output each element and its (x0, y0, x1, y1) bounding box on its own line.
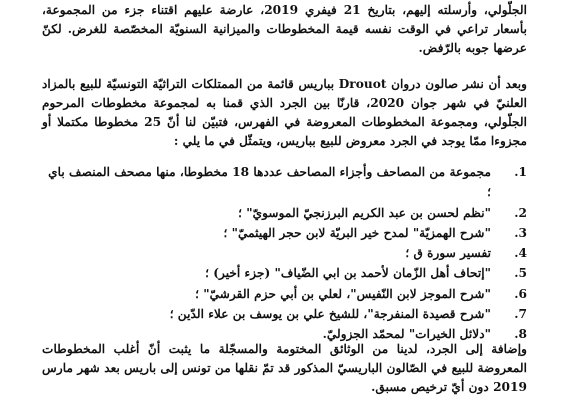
list-item (42, 162, 527, 203)
list-item-text: "إتحاف أهل الزّمان لأحمد بن ابي الضّياف" (جزء أخير) ؛ (205, 266, 491, 281)
list-item-number: 7. (514, 307, 527, 322)
manuscript-list (42, 162, 527, 345)
list-item-text: تفسير سورة ق ؛ (405, 246, 491, 261)
list-item (42, 304, 527, 324)
paragraph-1: الجلّولي، وأرسلته إليهم، بتاريخ 21 فيفري 2019، عارضة عليهم اقتناء جزء من المجموعة، بأسعار تراعي في الوقت نفسه قيمة المخطوطات والميزانية السنويّة المخصّصة للغرض. لكنّ عرضها جوبه بالرّفض. (42, 3, 527, 55)
list-item (42, 263, 527, 283)
paragraph-3: وإضافة إلى الجرد، لدينا من الوثائق المختومة والمسجّلة ما يثبت أنّ أغلب المخطوطات المعروضة للبيع في الصّالون الباريسيّ المذكور قد تمّ نقلها من تونس إلى باريس بعد شهر مارس 2019 دون أيّ ترخيص مسبق. (42, 342, 527, 394)
list-item-number: 8. (514, 327, 527, 342)
list-item (42, 243, 527, 263)
list-item-text: "شرح الموجز لابن النّفيس"، لعلي بن أبي حزم القرشيّ" ؛ (195, 286, 491, 301)
list-item (42, 284, 527, 304)
list-item-number: 4. (514, 246, 527, 261)
list-item-text: "نظم لحسن بن عبد الكريم البرزنجيّ الموسويّ" ؛ (238, 205, 491, 220)
list-item-text: مجموعة من المصاحف وأجزاء المصاحف عددها 18 مخطوطا، منها مصحف المنصف باي ؛ (48, 165, 491, 200)
list-item-number: 2. (514, 205, 527, 220)
list-item (42, 223, 527, 243)
list-item-text: "شرح قصيدة المنفرجة"، للشيخ علي بن يوسف بن علاء الدّين ؛ (169, 307, 491, 322)
paragraph-2: وبعد أن نشر صالون دروان Drouot بباريس قائمة من الممتلكات التراثيّة التونسيّة للبيع بالمزاد العلنيّ في شهر جوان 2020، قارنّا بين الجرد الذي قمنا به لمجموعة مخطوطات المرحوم الجلّولي، ومجموعة المخطوطات المعروضة في الفهرس، فتبيّن لنا أنّ 25 مخطوطا مكتملا أو مجزوءا ممّا يوجد في الجرد معروض للبيع بباريس، ويتمثّل في ما يلي : (42, 77, 528, 148)
list-item (42, 203, 527, 223)
list-item-number: 6. (514, 286, 527, 301)
list-item-text: "شرح الهمزيّة" لمدح خير البريّة لابن حجر الهيثميّ" ؛ (223, 225, 491, 240)
list-item-number: 1. (514, 165, 527, 179)
list-item-number: 3. (514, 225, 527, 240)
list-item-number: 5. (514, 266, 527, 281)
list-item-text: "دلائل الخيرات" لمحمّد الجزوليّ. (322, 327, 491, 342)
